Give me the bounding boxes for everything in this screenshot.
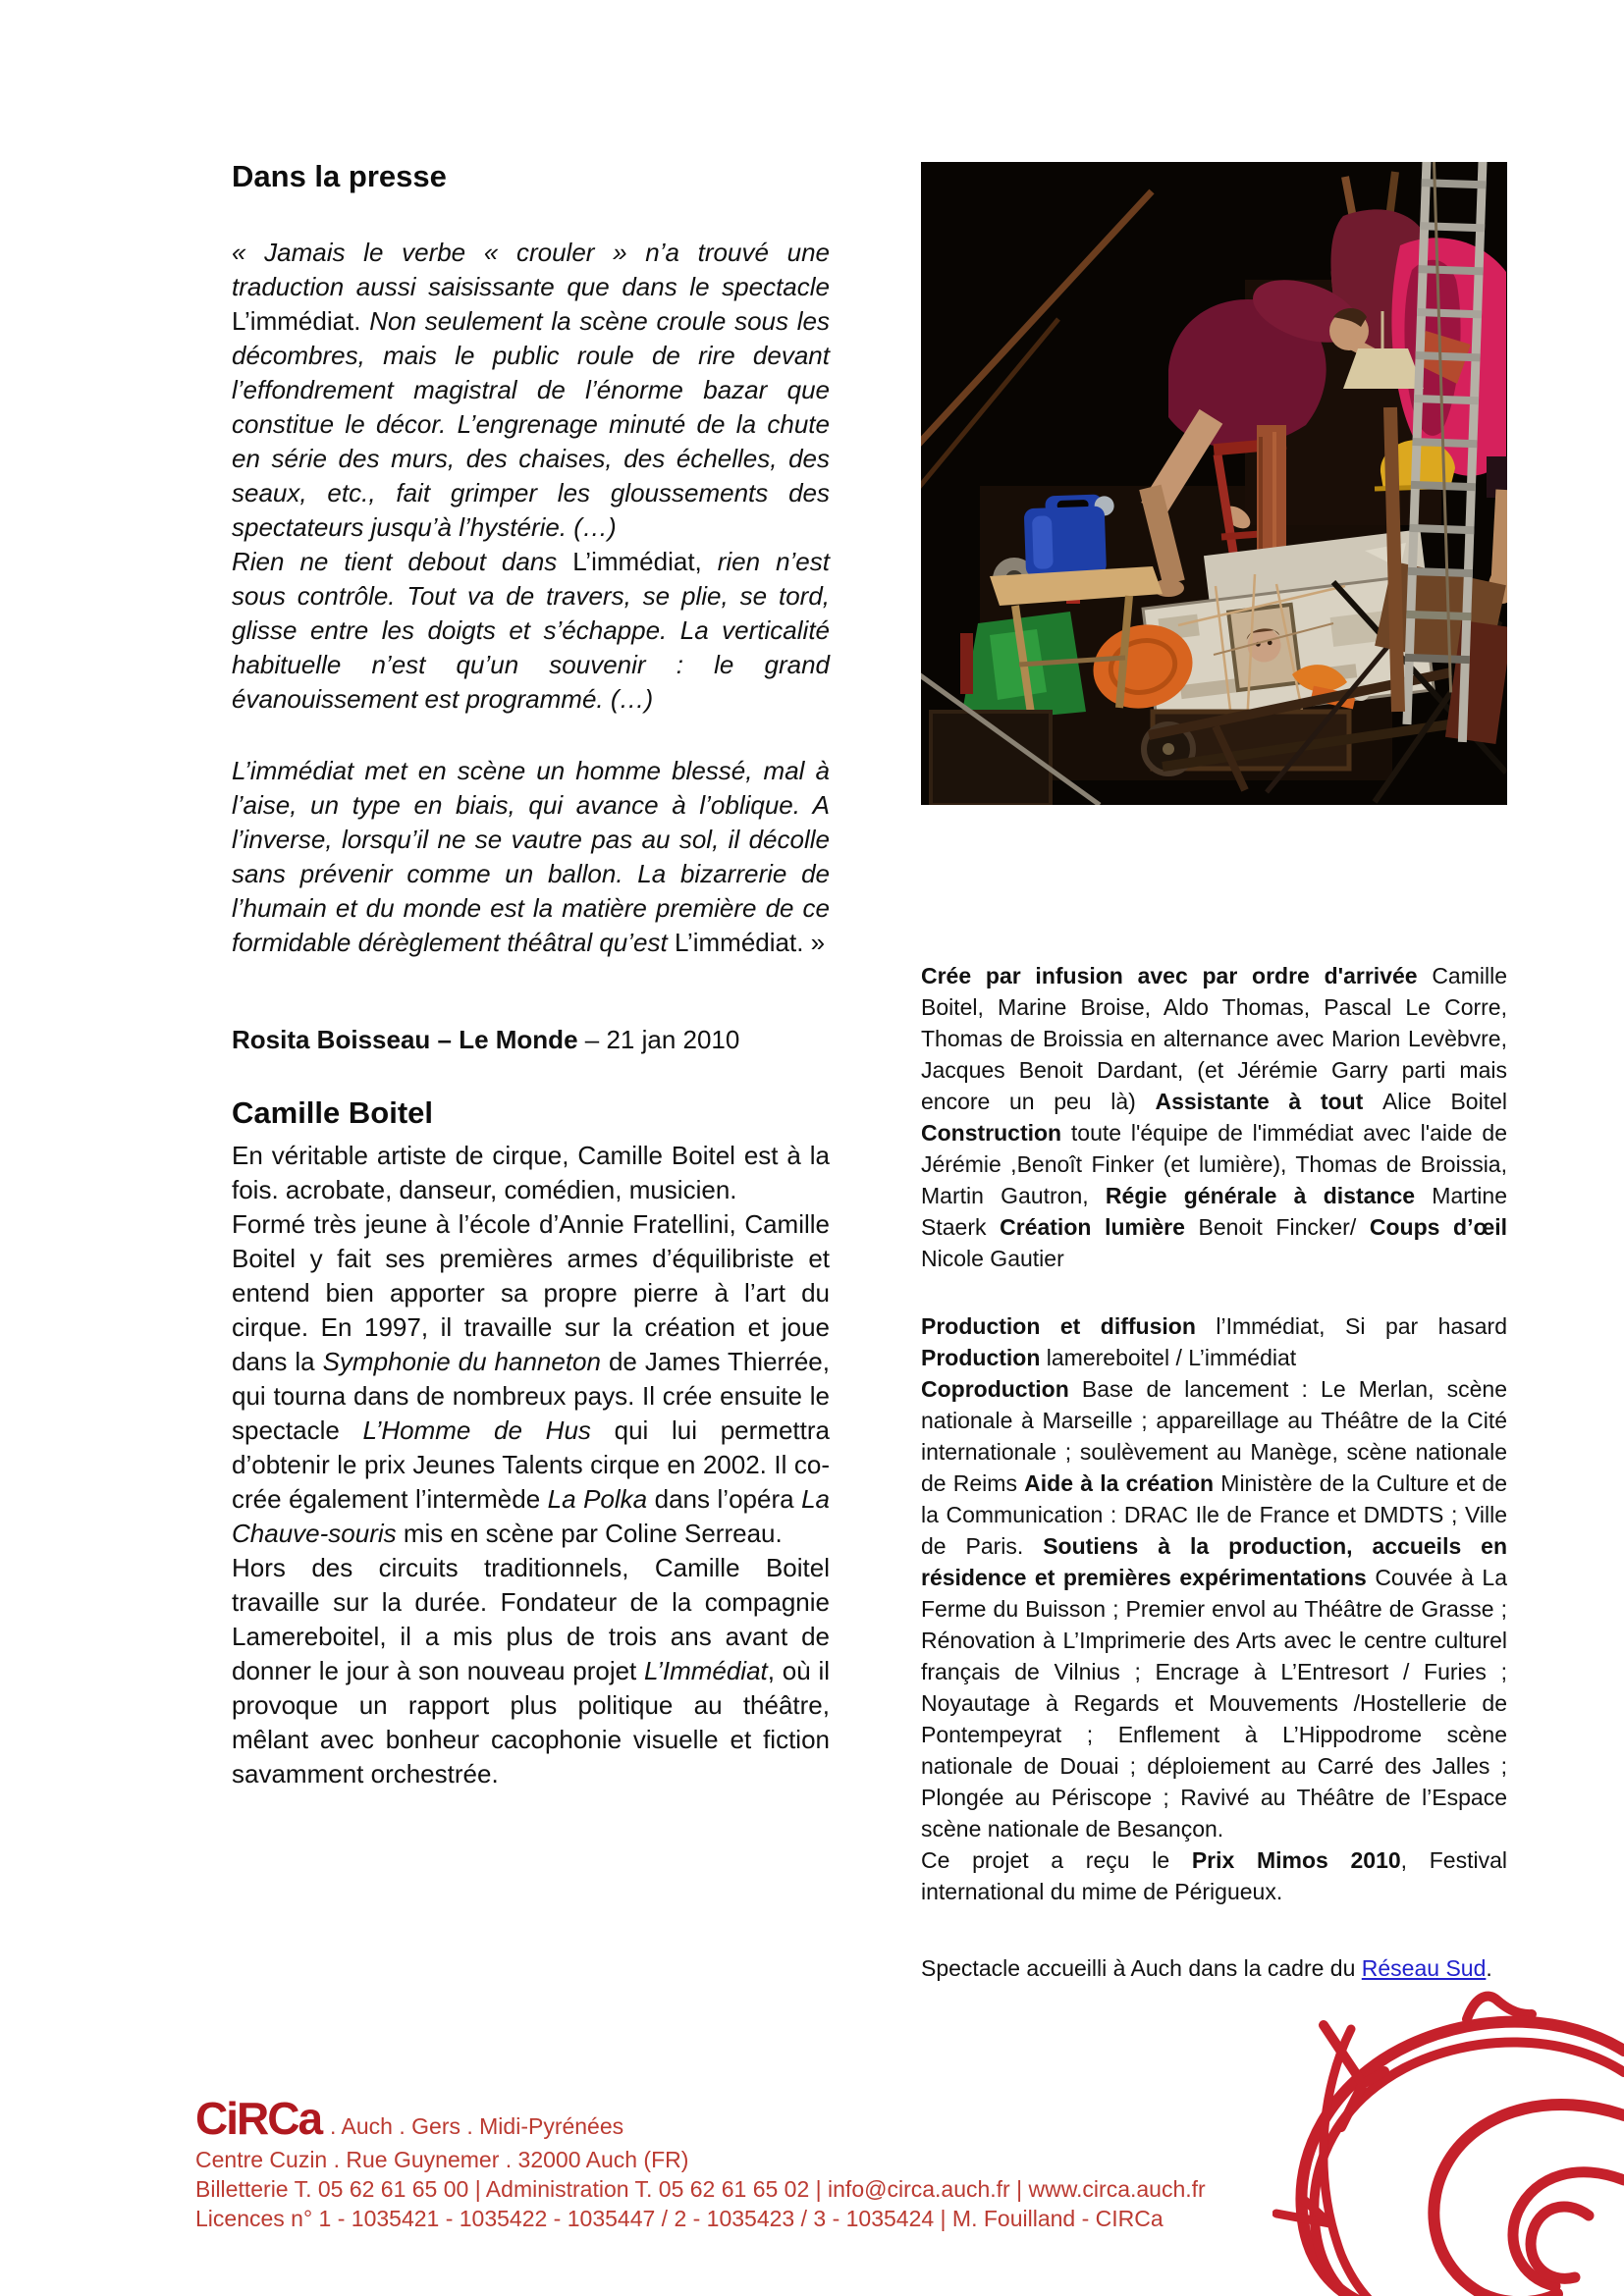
press-quote-paragraph: Rien ne tient debout dans L’immédiat, rien n’est sous contrôle. Tout va de travers, se plie, se tord, glisse entre les doigts et s’échappe. La verticalité habituelle n’est qu’un souvenir : le grand évanouissement est programmé. (…) bbox=[232, 547, 830, 714]
bio-heading: Camille Boitel bbox=[232, 1095, 433, 1130]
stage-clutter-photo-illustration bbox=[921, 162, 1507, 805]
footer-line-1 bbox=[195, 2093, 1206, 2144]
footer-address: Centre Cuzin . Rue Guynemer . 32000 Auch (FR) bbox=[195, 2147, 689, 2172]
bio-paragraph: En véritable artiste de cirque, Camille Boitel est à la fois. acrobate, danseur, comédien, musicien. bbox=[232, 1141, 830, 1204]
credits-column bbox=[921, 162, 1507, 2006]
show-photo bbox=[921, 162, 1507, 805]
press-quote-paragraph: « Jamais le verbe « crouler » n’a trouvé une traduction aussi saisissante que dans le spectacle L’immédiat. Non seulement la scène croule sous les décombres, mais le public roule de rire devant l’effondrement magistral de l’énorme bazar que constitue le décor. L’engrenage minuté de la chute en série des murs, des chaises, des échelles, des seaux, etc., fait grimper les gloussements des spectateurs jusqu’à l’hystérie. (…) bbox=[232, 238, 830, 542]
prize-paragraph: Ce projet a reçu le Prix Mimos 2010, Festival international du mime de Périgueux. bbox=[921, 1847, 1507, 1904]
credits-paragraph: Crée par infusion avec par ordre d'arrivée Camille Boitel, Marine Broise, Aldo Thomas, Pascal Le Corre, Thomas de Broissia en alternance avec Marion Levèbvre, Jacques Benoit Dardant, (et Jérémie Garry parti mais encore un peu là) Assistante à tout Alice Boitel Construction toute l'équipe de l'immédiat avec l'aide de Jérémie ,Benoît Finker (et lumière), Thomas de Broissia, Martin Gautron, Régie générale à distance Martine Staerk Création lumière Benoit Fincker/ Coups d’œil Nicole Gautier bbox=[921, 963, 1507, 1271]
press-column bbox=[232, 160, 830, 1791]
press-quote-paragraph: L’immédiat met en scène un homme blessé, mal à l’aise, un type en biais, qui avance à l’oblique. A l’inverse, lorsqu’il ne se vautre pas au sol, il décolle sans prévenir comme un ballon. La bizarrerie de l’humain et du monde est la matière première de ce formidable dérèglement théâtral qu’est L’immédiat. » bbox=[232, 756, 830, 957]
footer bbox=[195, 2093, 1206, 2233]
footer-region: . Auch . Gers . Midi-Pyrénées bbox=[330, 2113, 624, 2139]
venue-note: Spectacle accueilli à Auch dans la cadre du Réseau Sud. bbox=[921, 1955, 1492, 1981]
bio-paragraph: Hors des circuits traditionnels, Camille Boitel travaille sur la durée. Fondateur de la compagnie Lamereboitel, il a mis plus de trois ans avant de donner le jour à son nouveau projet L’Immédiat, où il provoque un rapport plus politique au théâtre, mêlant avec bonheur cacophonie visuelle et fiction savamment orchestrée. bbox=[232, 1553, 830, 1789]
circa-logo: CiRCa bbox=[195, 2093, 322, 2144]
production-paragraph: Production et diffusion l’Immédiat, Si par hasard Production lamereboitel / L’immédiat bbox=[921, 1313, 1507, 1370]
reseau-sud-link[interactable]: Réseau Sud bbox=[1361, 1955, 1487, 1981]
footer-contacts: Billetterie T. 05 62 61 65 00 | Administration T. 05 62 61 65 02 | info@circa.auch.fr | www.circa.auch.fr bbox=[195, 2176, 1206, 2202]
footer-licences: Licences n° 1 - 1035421 - 1035422 - 1035447 / 2 - 1035423 / 3 - 1035424 | M. Fouilland - CIRCa bbox=[195, 2206, 1164, 2231]
press-byline: Rosita Boisseau – Le Monde – 21 jan 2010 bbox=[232, 1025, 740, 1054]
coproduction-paragraph: Coproduction Base de lancement : Le Merlan, scène nationale à Marseille ; appareillage au Théâtre de la Cité internationale ; soulèvement au Manège, scène nationale de Reims Aide à la création Ministère de la Culture et de la Communication : DRAC Ile de France et DMDTS ; Ville de Paris. Soutiens à la production, accueils en résidence et premières expérimentations Couvée à La Ferme du Buisson ; Premier envol au Théâtre de Grasse ; Rénovation à L’Imprimerie des Arts avec le centre culturel français de Vilnius ; Encrage à L’Entresort / Furies ; Noyautage à Regards et Mouvements /Hostellerie de Pontempeyrat ; Enflement à L’Hippodrome scène nationale de Douai ; déploiement au Carré des Jalles ; Plongée au Périscope ; Ravivé au Théâtre de l’Espace scène nationale de Besançon. bbox=[921, 1376, 1508, 1842]
bio-paragraph: Formé très jeune à l’école d’Annie Fratellini, Camille Boitel y fait ses premières armes d’équilibriste et entend bien apporter sa propre pierre à l’art du cirque. En 1997, il travaille sur la création et joue dans la Symphonie du hanneton de James Thierrée, qui tourna dans de nombreux pays. Il crée ensuite le spectacle L’Homme de Hus qui lui permettra d’obtenir le prix Jeunes Talents cirque en 2002. Il co-crée également l’intermède La Polka dans l’opéra La Chauve-souris mis en scène par Coline Serreau. bbox=[232, 1209, 830, 1548]
page-title: Dans la presse bbox=[232, 159, 447, 193]
spiral-doodle bbox=[1272, 1968, 1624, 2296]
credits-block bbox=[921, 960, 1507, 1907]
